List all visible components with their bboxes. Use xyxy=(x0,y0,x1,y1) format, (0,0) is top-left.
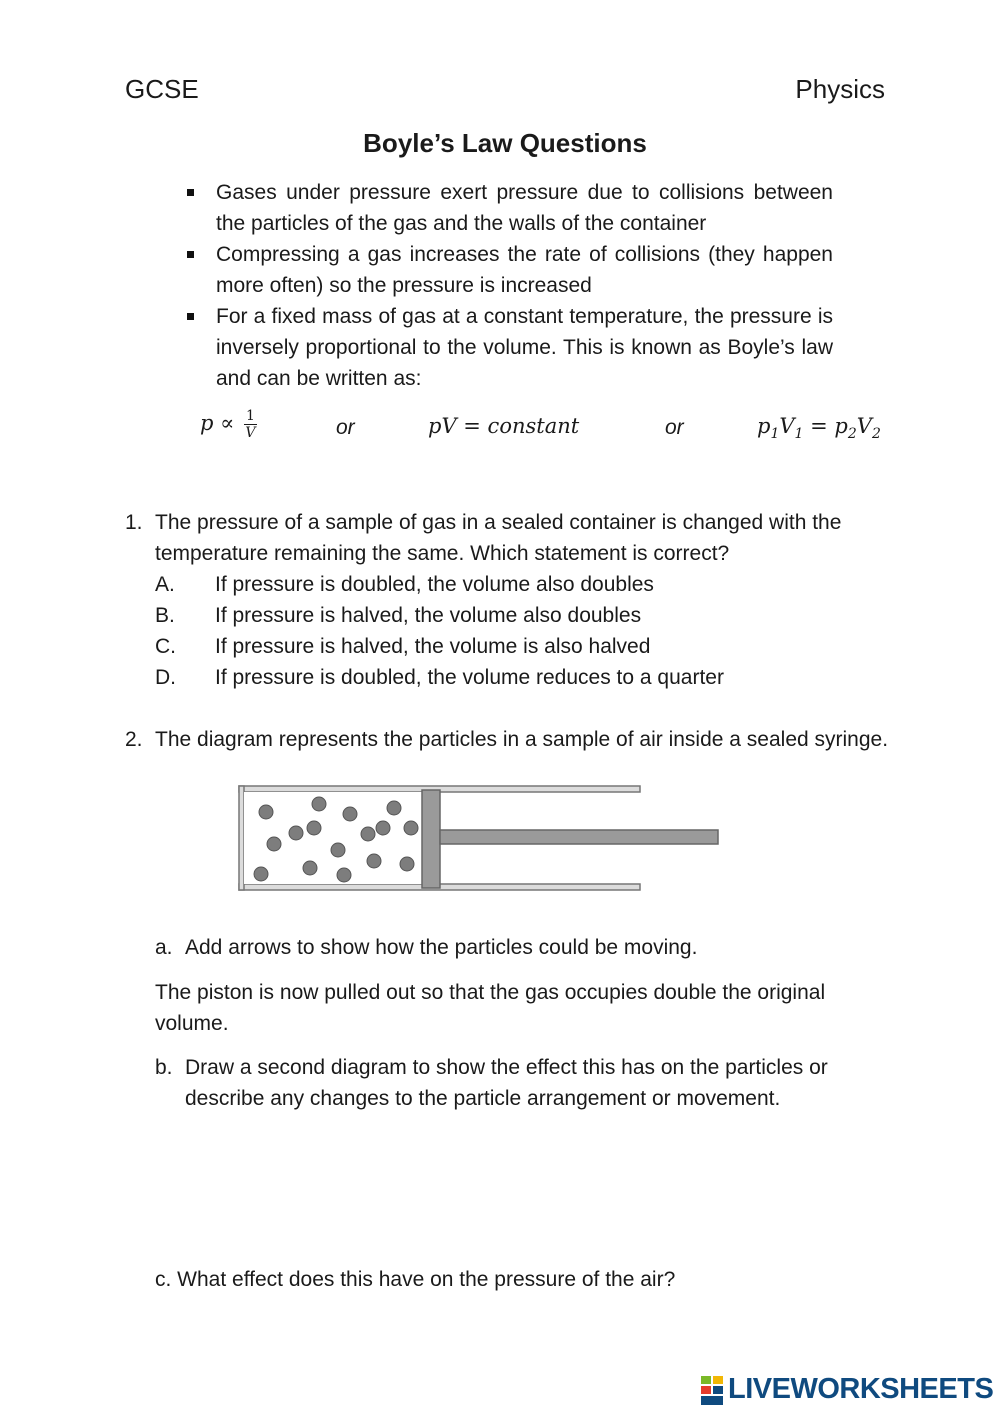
question-number: 2. xyxy=(125,728,143,751)
particle xyxy=(400,857,414,871)
option-text: If pressure is doubled, the volume also doubles xyxy=(215,573,654,596)
option-letter: C. xyxy=(155,635,176,658)
particle xyxy=(387,801,401,815)
particle xyxy=(361,827,375,841)
header-subject-level: GCSE xyxy=(125,74,199,104)
part-b-text: Draw a second diagram to show the effect this has on the particles or describe any changes to the particle arrangement or movement. xyxy=(185,1056,828,1110)
particle xyxy=(254,867,268,881)
part-a-text: Add arrows to show how the particles could be moving. xyxy=(185,936,698,959)
option-letter: B. xyxy=(155,604,175,627)
formula-p1v1-p2v2: $p_1V_1 = p_2V_2$ xyxy=(757,414,881,443)
boyles-law-formulas xyxy=(0,402,1000,462)
question-text: The pressure of a sample of gas in a sealed container is changed with the temperature remaining the same. Which statement is correct? xyxy=(155,511,842,565)
option-text: If pressure is halved, the volume is also halved xyxy=(215,635,651,658)
particle xyxy=(259,805,273,819)
option-text: If pressure is halved, the volume also doubles xyxy=(215,604,642,627)
or-label: or xyxy=(665,416,684,439)
bullet-item: For a fixed mass of gas at a constant temperature, the pressure is inversely proportional to the volume. This is known as Boyle’s law and can be written as: xyxy=(185,301,833,394)
particle xyxy=(376,821,390,835)
particle xyxy=(267,837,281,851)
option-text: If pressure is doubled, the volume reduces to a quarter xyxy=(215,666,724,689)
or-label: or xyxy=(336,416,355,439)
part-b-label: b. xyxy=(155,1056,173,1079)
liveworksheets-logo xyxy=(700,1373,992,1407)
particle xyxy=(337,868,351,882)
header-subject: Physics xyxy=(795,74,885,104)
option-letter: D. xyxy=(155,666,176,689)
piston-rod xyxy=(440,830,718,844)
liveworksheets-logo-icon xyxy=(700,1375,726,1407)
formula-constant: pV = constant xyxy=(428,414,580,438)
question-text: The diagram represents the particles in a sample of air inside a sealed syringe. xyxy=(155,728,889,751)
liveworksheets-logo-text: LIVEWORKSHEETS xyxy=(728,1373,994,1405)
intro-bullet-list xyxy=(185,177,833,394)
question-number: 1. xyxy=(125,511,143,534)
formula-proportional: p ∝ $\frac{1}{V}$ xyxy=(200,408,256,441)
particle xyxy=(367,854,381,868)
piston-head xyxy=(422,790,440,888)
page-title: Boyle’s Law Questions xyxy=(363,128,647,158)
bullet-item: Compressing a gas increases the rate of collisions (they happen more often) so the pressure is increased xyxy=(185,239,833,301)
piston-statement: The piston is now pulled out so that the gas occupies double the original volume. xyxy=(155,981,826,1035)
part-a-label: a. xyxy=(155,936,173,959)
bullet-item: Gases under pressure exert pressure due to collisions between the particles of the gas and the walls of the container xyxy=(185,177,833,239)
particle xyxy=(289,826,303,840)
particle xyxy=(404,821,418,835)
option-letter: A. xyxy=(155,573,175,596)
syringe-diagram xyxy=(236,782,722,896)
particle xyxy=(303,861,317,875)
particle xyxy=(331,843,345,857)
particle xyxy=(312,797,326,811)
particle xyxy=(307,821,321,835)
particle xyxy=(343,807,357,821)
part-c-text: c. What effect does this have on the pressure of the air? xyxy=(155,1268,676,1291)
